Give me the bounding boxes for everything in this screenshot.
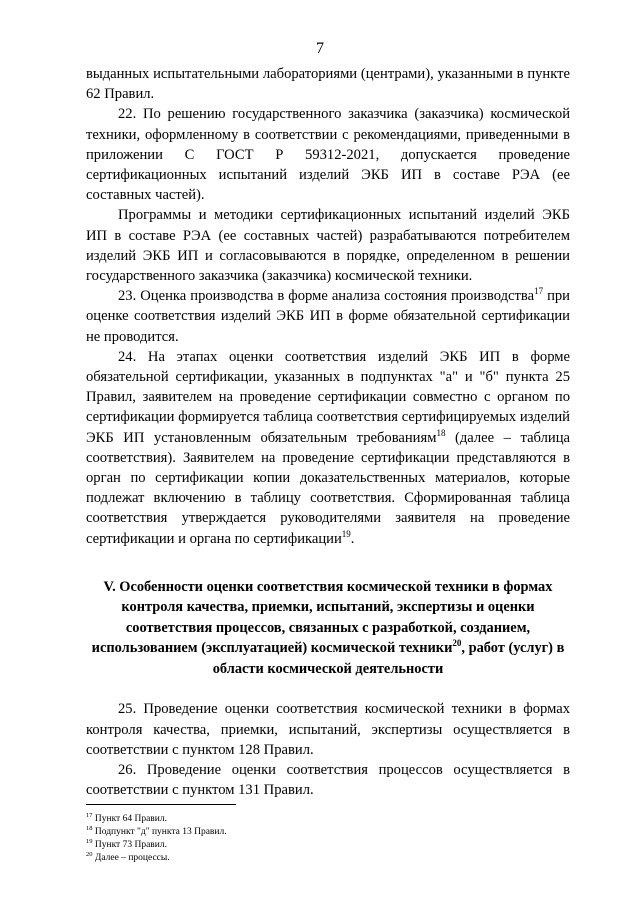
- paragraph-26: 26. Проведение оценки соответствия процессов осуществляется в соответствии с пунктом 131 Правил.: [86, 761, 570, 799]
- footnotes: [86, 813, 227, 865]
- paragraph-25: 25. Проведение оценки соответствия космической техники в формах контроля качества, приемки, испытаний, экспертизы осуществляется в соответствии с пунктом 128 Правил.: [86, 701, 570, 758]
- section-heading: V. Особенности оценки соответствия космической техники в формах контроля качества, приемки, испытаний, экспертизы и оценки соответствия процессов, связанных с разработкой, созданием, использованием (эксплуатацией) космической техники$^{20}$, работ (услуг) в области космической деятельности: [91, 578, 565, 677]
- footnote-ref-18: 18: [436, 427, 446, 438]
- paragraph-programs: Программы и методики сертификационных испытаний изделий ЭКБ ИП в составе РЭА (ее составных частей) разрабатываются потребителем изделий ЭКБ ИП и согласовываются в порядке, определенном в решении государственного заказчика (заказчика) космической техники.: [86, 207, 570, 285]
- paragraph-22: 22. По решению государственного заказчика (заказчика) космической техники, оформленному в соответствии с рекомендациями, приведенными в приложении С ГОСТ Р 59312-2021, допускается проведение сертификационных испытаний изделий ЭКБ ИП в составе РЭА (ее составных частей).: [86, 106, 570, 204]
- paragraph-23: 23. Оценка производства в форме анализа состояния производства$^{17}$ при оценке соответствия изделий ЭКБ ИП в форме обязательной сертификации не проводится.: [86, 286, 570, 345]
- footnote-20: $^{20}$ Далее – процессы.: [86, 850, 170, 863]
- paragraph-continuation: выданных испытательными лабораториями (центрами), указанными в пункте 62 Правил.: [86, 66, 570, 103]
- footnote-ref-20: 20: [452, 638, 462, 649]
- page-number: 7: [316, 40, 324, 57]
- footnote-ref-19: 19: [341, 528, 351, 539]
- document-body: [86, 64, 570, 800]
- paragraph-24: 24. На этапах оценки соответствия изделий ЭКБ ИП в форме обязательной сертификации, указанных в подпунктах "а" и "б" пункта 25 Правил, заявителем на проведение сертификации совместно с органом по сертификации формируется таблица соответствия сертифицируемых изделий ЭКБ ИП установленным обязательным требованиям$^{18}$ (далее – таблица соответствия). Заявителем на проведение сертификации представляются в орган по сертификации копии доказательственных материалов, которые подлежат включению в таблицу соответствия. Сформированная таблица соответствия утверждается руководителями заявителя на проведение сертификации и органа по сертификации$^{19}$.: [86, 348, 570, 547]
- footnote-18: $^{18}$ Подпункт "д" пункта 13 Правил.: [86, 824, 227, 837]
- footnote-17: $^{17}$ Пункт 64 Правил.: [86, 811, 167, 824]
- footnote-separator: [86, 804, 236, 805]
- footnote-19: $^{19}$ Пункт 73 Правил.: [86, 837, 167, 850]
- footnote-ref-17: 17: [534, 286, 544, 297]
